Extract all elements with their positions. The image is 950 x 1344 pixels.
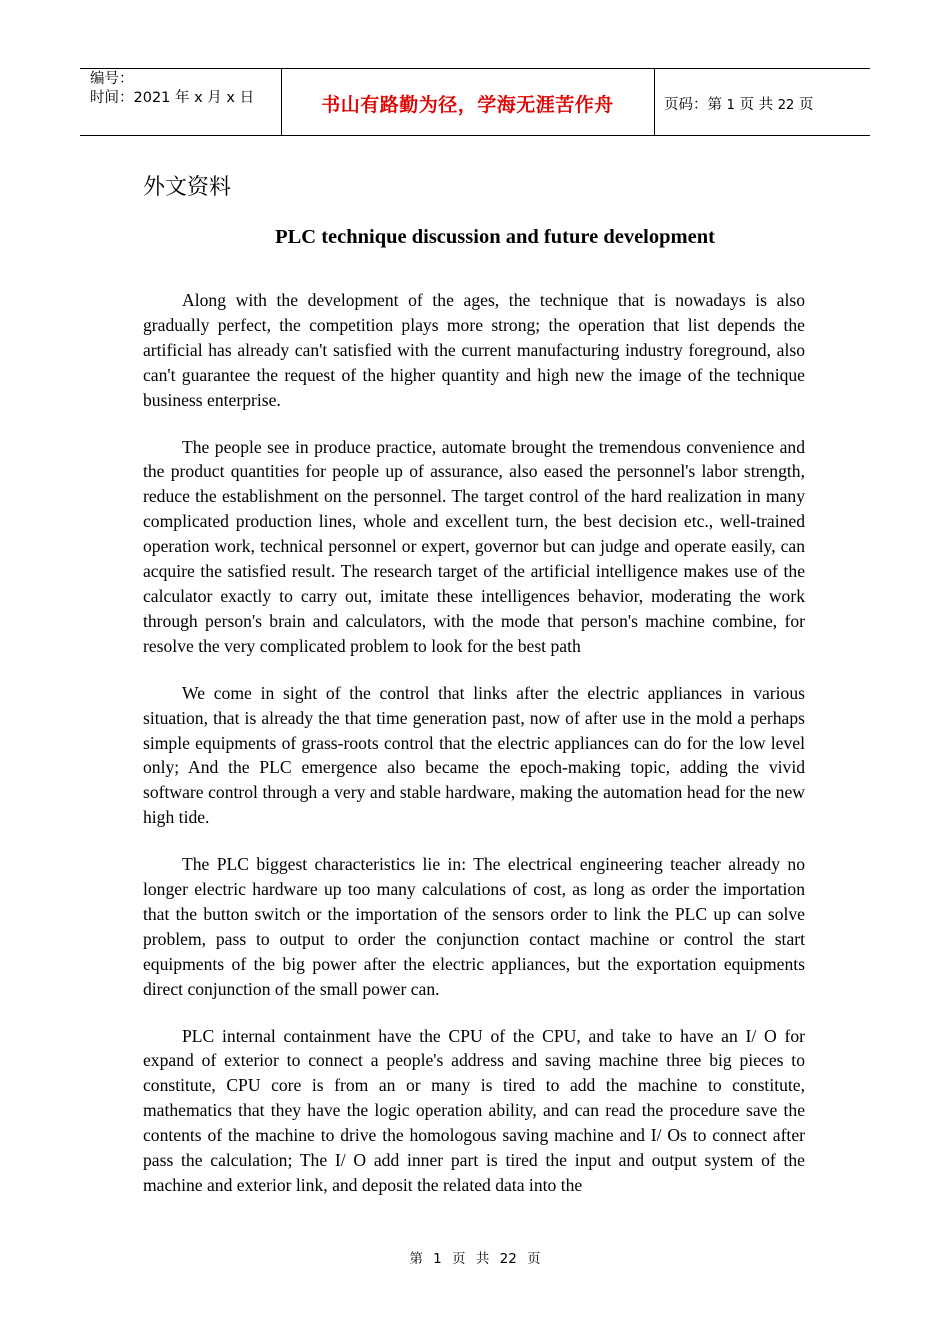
header-motto: 书山有路勤为径，学海无涯苦作舟 bbox=[321, 94, 614, 116]
page-prefix: 页码：第 bbox=[664, 97, 722, 113]
paragraph: We come in sight of the control that links after the electric appliances in various situation, that is already the that time generation past, now of after use in the mold a perhaps simple equipments of grass-roots control that the electric appliances can do for the low level only; And the PLC emergence also became the epoch-making topic, adding the vivid software control through a very and stable hardware, making the automation head for the new high tide. bbox=[143, 682, 805, 828]
paragraph: The PLC biggest characteristics lie in: The electrical engineering teacher already no longer electric hardware up too many calculations of cost, as long as order the importation that the button switch or the importation of the sensors order to link the PLC up can solve problem, pass to output to order the conjunction contact machine or control the start equipments of the big power after the electric appliances, but the exportation equipments direct conjunction of the small power can. bbox=[143, 854, 805, 999]
header-page-info bbox=[664, 93, 813, 114]
page-total: 22 bbox=[777, 98, 795, 113]
header-divider-right bbox=[654, 68, 655, 136]
document-body bbox=[143, 288, 805, 1220]
paragraph: PLC internal containment have the CPU of the CPU, and take to have an I/ O for expand of exterior to connect a people's address and saving machine three big pieces to constitute, CPU core is from an or many is tired to add the machine to constitute, mathematics that they have the logic operation ability, and can read the procedure save the contents of the machine to drive the homologous saving machine and I/ Os to connect after pass the calculation; The I/ O add inner part is tired the input and output system of the machine and exterior link, and deposit the related data into the bbox=[143, 1025, 805, 1195]
time-label: 时间：2021 年 x 月 x 日 bbox=[90, 90, 255, 106]
header-info bbox=[90, 70, 254, 108]
section-label: 外文资料 bbox=[143, 175, 232, 200]
serial-label: 编号： bbox=[90, 71, 134, 87]
page-footer: 第 1 页 共 22 页 bbox=[409, 1251, 541, 1267]
page-suffix: 页 bbox=[798, 97, 814, 113]
header-bottom-rule bbox=[80, 135, 870, 136]
header-top-rule bbox=[80, 68, 870, 69]
document-title: PLC technique discussion and future development bbox=[275, 226, 715, 248]
paragraph: The people see in produce practice, automate brought the tremendous convenience and the product quantities for people up of assurance, also eased the personnel's labor strength, reduce the establishment on the personnel. The target control of the hard realization in many complicated production lines, whole and excellent turn, the best decision etc., well-trained operation work, technical personnel or expert, governor but can judge and operate easily, can acquire the satisfied result. The research target of the artificial intelligence makes use of the calculator exactly to carry out, imitate these intelligences behavior, moderating the work through person's brain and calculators, with the mode that person's machine combine, for resolve the very complicated problem to look for the best path bbox=[143, 436, 805, 656]
page-current: 1 bbox=[726, 98, 735, 113]
paragraph: Along with the development of the ages, the technique that is nowadays is also gradually perfect, the competition plays more strong; the operation that list depends the artificial has already can't satisfied with the current manufacturing industry foreground, also can't guarantee the request of the higher quantity and high new the image of the technique business enterprise. bbox=[143, 290, 805, 410]
page-mid: 页 共 bbox=[739, 97, 774, 113]
